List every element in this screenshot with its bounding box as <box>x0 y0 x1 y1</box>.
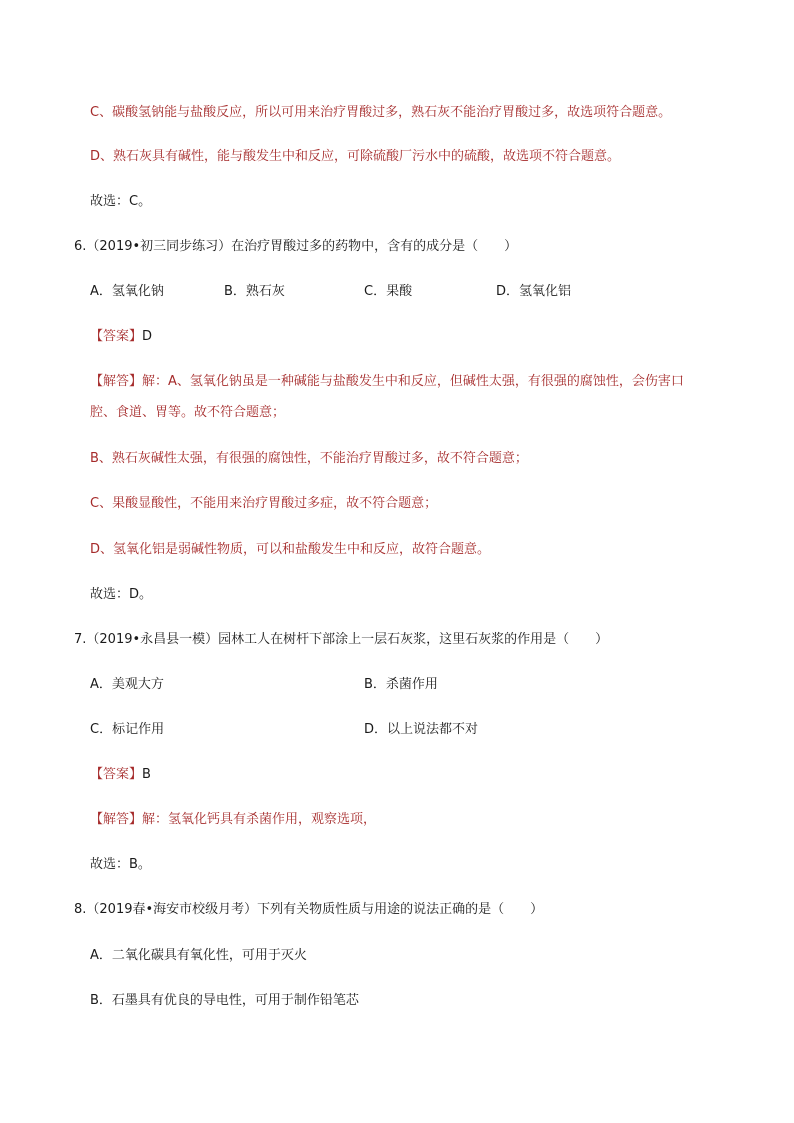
q7-analysis <box>90 811 376 829</box>
analysis-text: 解：氢氧化钙具有杀菌作用，观察选项， <box>142 812 377 827</box>
q6-analysis-c: C、果酸显酸性，不能用来治疗胃酸过多症，故不符合题意； <box>90 496 438 511</box>
q7-option-a: A．美观大方 <box>90 677 164 692</box>
answer-tag: 【答案】 <box>90 767 143 782</box>
answer-value: D <box>142 329 153 344</box>
q7-answer <box>90 766 151 784</box>
q7-conclusion: 故选：B。 <box>90 857 151 872</box>
analysis-tag: 【解答】 <box>90 812 143 827</box>
q8-option-b: B．石墨具有优良的导电性，可用于制作铅笔芯 <box>90 993 359 1008</box>
q6-analysis-d: D、氢氧化铝是弱碱性物质，可以和盐酸发生中和反应，故符合题意。 <box>90 542 491 557</box>
q7-option-b: B．杀菌作用 <box>364 677 438 692</box>
q6-option-c: C．果酸 <box>364 284 413 299</box>
q6-analysis-a-cont: 腔、食道、胃等。故不符合题意； <box>90 405 286 420</box>
analysis-text: 解：A、氢氧化钠虽是一种碱能与盐酸发生中和反应，但碱性太强，有很强的腐蚀性，会伤害口 <box>142 374 684 389</box>
answer-value: B <box>142 767 151 782</box>
q6-option-a: A．氢氧化钠 <box>90 284 164 299</box>
q6-conclusion: 故选：D。 <box>90 587 153 602</box>
question-6-stem: 6.（2019•初三同步练习）在治疗胃酸过多的药物中，含有的成分是（ ） <box>74 239 518 254</box>
prev-solution-option-d: D、熟石灰具有碱性，能与酸发生中和反应，可除硫酸厂污水中的硫酸，故选项不符合题意。 <box>90 149 621 164</box>
q6-option-d: D．氢氧化铝 <box>496 284 572 299</box>
q6-analysis-b: B、熟石灰碱性太强，有很强的腐蚀性，不能治疗胃酸过多，故不符合题意； <box>90 451 528 466</box>
q6-answer <box>90 328 152 346</box>
analysis-tag: 【解答】 <box>90 374 143 389</box>
question-8-stem: 8.（2019春•海安市校级月考）下列有关物质性质与用途的说法正确的是（ ） <box>74 902 544 917</box>
q7-option-d: D．以上说法都不对 <box>364 722 479 737</box>
prev-conclusion: 故选：C。 <box>90 194 152 209</box>
q6-analysis-a <box>90 373 684 391</box>
answer-tag: 【答案】 <box>90 329 143 344</box>
q8-option-a: A．二氧化碳具有氧化性，可用于灭火 <box>90 948 307 963</box>
q7-option-c: C．标记作用 <box>90 722 165 737</box>
question-7-stem: 7.（2019•永昌县一模）园林工人在树杆下部涂上一层石灰浆，这里石灰浆的作用是（ ） <box>74 632 609 647</box>
prev-solution-option-c: C、碳酸氢钠能与盐酸反应，所以可用来治疗胃酸过多，熟石灰不能治疗胃酸过多，故选项符合题意。 <box>90 105 672 120</box>
q6-option-b: B．熟石灰 <box>224 284 285 299</box>
